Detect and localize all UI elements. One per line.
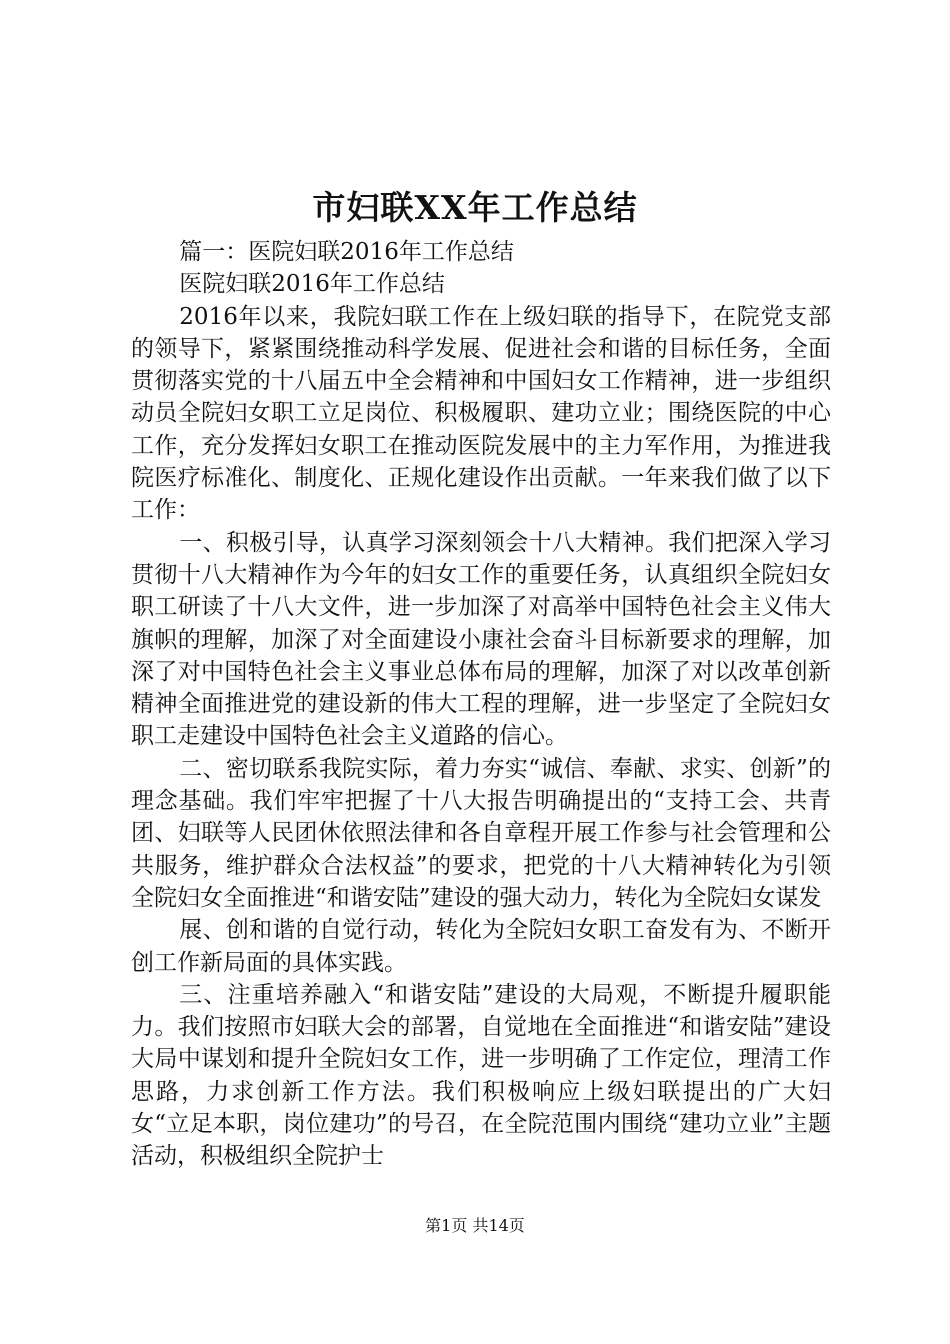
page-footer: 第1页 共14页	[425, 1216, 525, 1235]
paragraph: 一、积极引导，认真学习深刻领会十八大精神。我们把深入学习贯彻十八大精神作为今年的妇女工作的重要任务，认真组织全院妇女职工研读了十八大文件，进一步加深了对高举中国特色社会主义伟大旗帜的理解，加深了对全面建设小康社会奋斗目标新要求的理解，加深了对中国特色社会主义事业总体布局的理解，加深了对以改革创新精神全面推进党的建设新的伟大工程的理解，进一步坚定了全院妇女职工走建设中国特色社会主义道路的信心。	[131, 529, 831, 750]
paragraph: 篇一：医院妇联2016年工作总结	[179, 239, 514, 265]
paragraph: 2016年以来，我院妇联工作在上级妇联的指导下，在院党支部的领导下，紧紧围绕推动科学发展、促进社会和谐的目标任务，全面贯彻落实党的十八届五中全会精神和中国妇女工作精神，进一步组织动员全院妇女职工立足岗位、积极履职、建功立业；围绕医院的中心工作，充分发挥妇女职工在推动医院发展中的主力军作用，为推进我院医疗标准化、制度化、正规化建设作出贡献。一年来我们做了以下工作：	[131, 303, 831, 524]
paragraph: 展、创和谐的自觉行动，转化为全院妇女职工奋发有为、不断开创工作新局面的具体实践。	[131, 917, 831, 976]
document-title: 市妇联XX年工作总结	[312, 188, 638, 227]
paragraph: 医院妇联2016年工作总结	[179, 271, 445, 298]
paragraph: 二、密切联系我院实际，着力夯实“诚信、奉献、求实、创新”的理念基础。我们牢牢把握了十八大报告明确提出的“支持工会、共青团、妇联等人民团休依照法律和各自章程开展工作参与社会管理和公共服务，维护群众合法权益”的要求，把党的十八大精神转化为引领全院妇女全面推进“和谐安陆”建设的强大动力，转化为全院妇女谋发	[131, 755, 831, 911]
document-body	[131, 236, 831, 1173]
paragraph: 三、注重培养融入“和谐安陆”建设的大局观，不断提升履职能力。我们按照市妇联大会的部署，自觉地在全面推进“和谐安陆”建设大局中谋划和提升全院妇女工作，进一步明确了工作定位，理清工作思路，力求创新工作方法。我们积极响应上级妇联提出的广大妇女“立足本职，岗位建功”的号召，在全院范围内围绕“建功立业”主题活动，积极组织全院护士	[131, 981, 831, 1170]
